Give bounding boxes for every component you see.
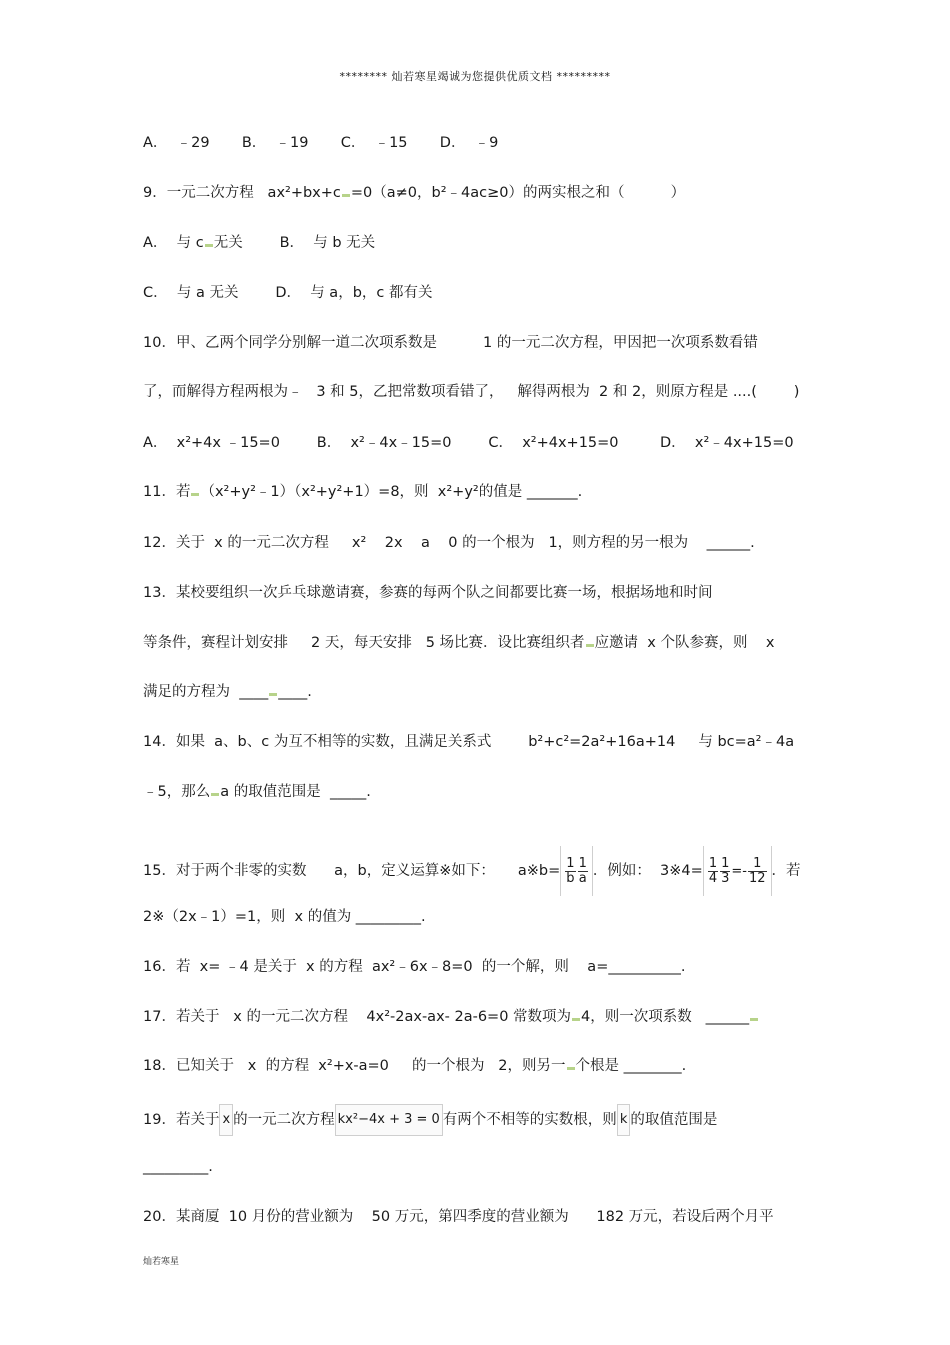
q13-question-line1: 13．某校要组织一次乒乓球邀请赛，参赛的每两个队之间都要比赛一场，根据场地和时间	[143, 585, 713, 601]
q19-text-b: 的一元二次方程	[233, 1112, 335, 1128]
q13-text-b: 应邀请 x 个队参赛，则 x	[594, 635, 775, 651]
q18-text-b: 个根是 ________.	[575, 1058, 687, 1074]
numerator: 1	[566, 855, 575, 871]
q19-answer-blank: _________.	[143, 1159, 213, 1175]
minus-sign: -	[742, 864, 747, 879]
q11-text-a: 11．若	[143, 484, 191, 500]
scan-mark	[205, 244, 213, 247]
q14-text-a: ﹣5，那么	[143, 784, 211, 800]
q14-text-b: a 的取值范围是 _____.	[220, 784, 371, 800]
q11-question	[143, 482, 582, 502]
denominator: 12	[748, 870, 766, 886]
numerator: 1	[748, 857, 767, 872]
q17-question	[143, 1007, 759, 1027]
fraction-one-over-four	[708, 857, 718, 886]
q10-options: A． x²+4x ﹣15=0 B． x²﹣4x﹣15=0 C． x²+4x+15=0 D． x²﹣4x+15=0	[143, 435, 794, 451]
scan-mark	[191, 493, 199, 496]
q14-question-line1: 14．如果 a、b、c 为互不相等的实数，且满足关系式 b²+c²=2a²+16a+14 与 bc=a²﹣4a	[143, 734, 795, 750]
q18-question	[143, 1056, 686, 1076]
q15-text-c: ．若	[771, 863, 801, 879]
q15-text-b: ．例如： 3※4=	[592, 863, 703, 879]
q15-question-line1	[143, 846, 801, 896]
equals-sign: =	[731, 864, 743, 879]
scan-mark	[750, 1018, 758, 1021]
q13-text-c: 满足的方程为 ____	[143, 684, 269, 700]
q16-question: 16．若 x= ﹣4 是关于 x 的方程 ax²﹣6x﹣8=0 的一个解，则 a=__________.	[143, 959, 686, 975]
q10-question-line1: 10．甲、乙两个同学分别解一道二次项系数是 1 的一元二次方程，甲因把一次项系数看错	[143, 335, 758, 351]
numerator: 1	[578, 855, 587, 871]
q9-options-ab	[143, 233, 375, 253]
q8-options: A． ﹣29 B． ﹣19 C． ﹣15 D． ﹣9	[143, 135, 499, 151]
scan-mark	[211, 793, 219, 796]
variable-x-image: x	[219, 1104, 233, 1136]
fraction-one-over-twelve	[748, 857, 767, 886]
scan-mark	[586, 644, 594, 647]
fraction-image-example	[703, 846, 772, 896]
q9-question	[143, 183, 685, 203]
q13-text-a: 等条件，赛程计划安排 2 天，每天安排 5 场比赛．设比赛组织者	[143, 635, 585, 651]
q9-option-a: A． 与 c	[143, 235, 204, 251]
q9-text-b: =0（a≠0，b²﹣4ac≥0）的两实根之和（ ）	[350, 185, 686, 201]
fraction-image-a-op-b	[560, 846, 593, 896]
denominator: 4	[708, 870, 718, 886]
scan-mark	[342, 194, 350, 197]
q15-question-line2: 2※（2x﹣1）=1，则 x 的值为 _________.	[143, 909, 426, 925]
q10-question-line2: 了，而解得方程两根为﹣ 3 和 5，乙把常数项看错了， 解得两根为 2 和 2，则原方程是 ....( )	[143, 384, 800, 400]
q20-question: 20．某商厦 10 月份的营业额为 50 万元，第四季度的营业额为 182 万元，若设后两个月平	[143, 1209, 774, 1225]
numerator: 1	[708, 855, 718, 871]
q13-text-d: ____.	[278, 684, 312, 700]
q19-text-a: 19．若关于	[143, 1112, 220, 1128]
scan-mark	[567, 1067, 575, 1070]
fraction-one-over-three	[720, 857, 730, 886]
q13-question-line2	[143, 633, 774, 653]
numerator: 1	[721, 855, 730, 871]
scan-mark	[269, 693, 277, 696]
equation-image: kx²−4x + 3 = 0	[335, 1104, 443, 1136]
variable-k-image: k	[617, 1104, 631, 1136]
q17-text-a: 17．若关于 x 的一元二次方程 4x²-2ax-ax- 2a-6=0 常数项为	[143, 1009, 572, 1025]
page-header: ******** 灿若寒星竭诚为您提供优质文档 *********	[339, 70, 611, 83]
q13-question-line3	[143, 682, 312, 702]
q19-text-c: 有两个不相等的实数根，则	[442, 1112, 617, 1128]
denominator: a	[578, 870, 587, 886]
fraction-one-over-a	[578, 857, 588, 886]
q9-options-cd: C． 与 a 无关 D． 与 a，b，c 都有关	[143, 285, 433, 301]
q19-text-d: 的取值范围是	[630, 1112, 718, 1128]
q15-text-a: 15．对于两个非零的实数 a，b，定义运算※如下： a※b=	[143, 863, 561, 879]
q9-option-b: 无关 B． 与 b 无关	[213, 235, 376, 251]
scan-mark	[572, 1018, 580, 1021]
q12-question: 12．关于 x 的一元二次方程 x² 2x a 0 的一个根为 1，则方程的另一根为 ______.	[143, 535, 755, 551]
q19-question	[143, 1104, 717, 1136]
page-footer: 灿若寒星	[143, 1257, 180, 1267]
q17-text-b: 4，则一次项系数 ______	[581, 1009, 750, 1025]
denominator: 3	[721, 870, 730, 886]
denominator: b	[566, 870, 575, 886]
q14-question-line2	[143, 782, 371, 802]
q18-text-a: 18．已知关于 x 的方程 x²+x-a=0 的一个根为 2，则另一	[143, 1058, 566, 1074]
q11-text-b: （x²+y²﹣1）（x²+y²+1）=8，则 x²+y²的值是 _______.	[200, 484, 583, 500]
fraction-one-over-b	[565, 857, 575, 886]
q9-text-a: 9．一元二次方程 ax²+bx+c	[143, 185, 341, 201]
